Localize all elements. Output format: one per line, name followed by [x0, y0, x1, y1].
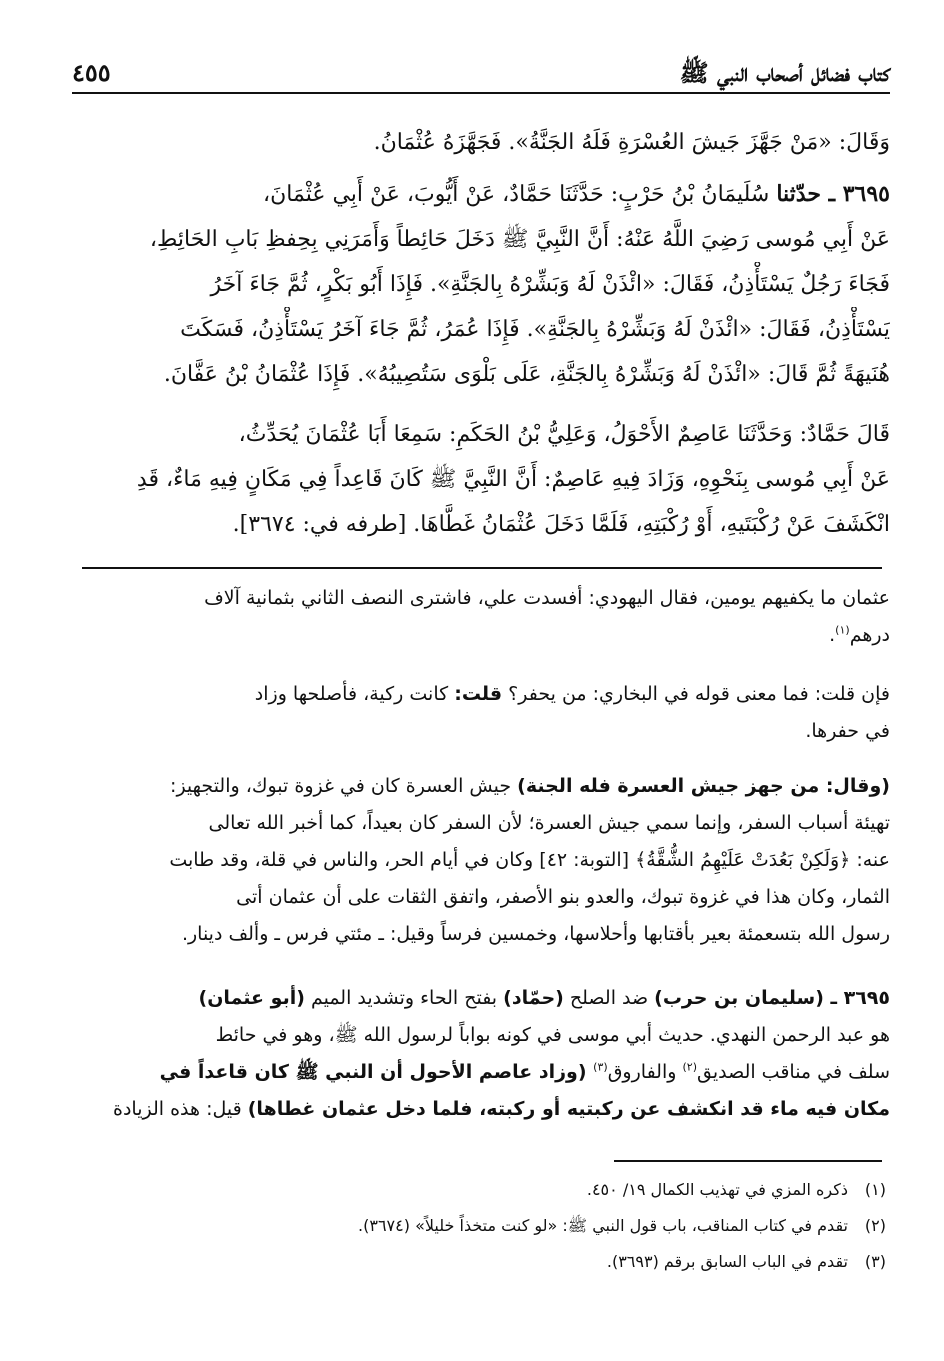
commentary-bold: قلت: [454, 683, 503, 705]
footnote-separator [614, 1160, 882, 1162]
commentary-text: عنه: [850, 849, 890, 871]
commentary-text: سلف في مناقب الصديق [696, 1061, 890, 1083]
footnote [66, 1244, 886, 1280]
page-header [72, 52, 890, 94]
page-number: ٤٥٥ [72, 58, 111, 87]
footnote-ref[interactable]: (٢) [682, 1060, 697, 1074]
commentary-line: الثمار، وكان هذا في غزوة تبوك، والعدو بنو الأصفر، واتفق الثقات على أن عثمان أتى [236, 886, 890, 908]
book-title: كتاب فضائل أصحاب النبي ﷺ [679, 58, 890, 87]
commentary-bold: ٣٦٩٥ ـ (سليمان بن حرب) [654, 987, 890, 1009]
hadith-line: عَنْ أَبِي مُوسى بِنَحْوِهِ، وَزَادَ فِيهِ عَاصِمٌ: أَنَّ النَّبِيَّ ﷺ كَانَ قَاعِداً فِي مَكَانٍ فِيهِ مَاءٌ، قَدِ [136, 467, 890, 492]
footnote-text: تقدم في كتاب المناقب، باب قول النبي ﷺ: «لو كنت متخذاً خليلاً» (٣٦٧٤). [358, 1216, 848, 1235]
commentary-line: تهيئة أسباب السفر، وإنما سمي جيش العسرة؛ لأن السفر كان بعيداً، كما أخبر الله تعالى [208, 812, 890, 834]
footnote [66, 1172, 886, 1208]
commentary-text: فإن قلت: فما معنى قوله في البخاري: من يحفر؟ [502, 683, 890, 705]
footnote [66, 1208, 886, 1244]
footnote-number: (١) [864, 1180, 886, 1199]
hadith-line: قَالَ حَمَّادٌ: وَحَدَّثَنَا عَاصِمٌ الأَحْوَلُ، وَعَلِيُّ بْنُ الحَكَمِ: سَمِعَا أَبَا عُثْمَانَ يُحَدِّثُ، [238, 422, 890, 447]
footnote-text: ذكره المزي في تهذيب الكمال ١٩/ ٤٥٠. [586, 1180, 848, 1199]
hadith-line: فَجَاءَ رَجُلٌ يَسْتَأْذِنُ، فَقَالَ: «ائْذَنْ لَهُ وَبَشِّرْهُ بِالجَنَّةِ». فَإِذَا أَبُو بَكْرٍ، ثُمَّ جَاءَ آخَرُ [210, 272, 890, 297]
footnote-number: (٣) [864, 1252, 886, 1271]
commentary-line [72, 768, 890, 805]
hadith-line: يَسْتَأْذِنُ، فَقَالَ: «ائْذَنْ لَهُ وَبَشِّرْهُ بِالجَنَّةِ». فَإِذَا عُمَرُ، ثُمَّ جَاءَ آخَرُ يَسْتَأْذِنُ، فَسَكَتَ [180, 317, 890, 342]
footnotes [66, 1172, 886, 1280]
hadith-line [72, 172, 890, 217]
commentary-bold: (وزاد عاصم الأحول أن النبي ﷺ كان قاعداً في [159, 1061, 594, 1083]
commentary-text: درهم [849, 624, 890, 646]
footnote-ref[interactable]: (١) [835, 623, 850, 637]
commentary-text: بفتح الحاء وتشديد الميم [304, 987, 504, 1009]
commentary-line [72, 676, 890, 713]
commentary-paragraph-2 [72, 676, 890, 750]
footnote-ref[interactable]: (٣) [593, 1060, 608, 1074]
main-separator [82, 567, 882, 569]
commentary-bold: (أبو عثمان) [198, 987, 305, 1009]
commentary-text: قيل: هذه الزيادة [113, 1098, 248, 1120]
commentary-paragraph-1 [72, 580, 890, 654]
commentary-text: [التوبة: ٤٢] وكان في أيام الحر، والناس في قلة، وقد طابت [169, 849, 636, 871]
commentary-line [72, 1091, 890, 1128]
commentary-line: في حفرها. [805, 720, 890, 742]
commentary-text: كانت ركية، فأصلحها وزاد [254, 683, 455, 705]
commentary-bold: مكان فيه ماء قد انكشف عن ركبتيه أو ركبته، فلما دخل عثمان غطاها) [247, 1098, 890, 1120]
commentary-bold: (حمّاد) [503, 987, 564, 1009]
hadith-line: هُنَيهَةً ثُمَّ قَالَ: «ائْذَنْ لَهُ وَبَشِّرْهُ بِالجَنَّةِ، عَلَى بَلْوَى سَتُصِيبُهُ». فَإِذَا عُثْمَانُ بْنُ عَفَّانَ. [163, 362, 890, 387]
hadith-line: وَقَالَ: «مَنْ جَهَّزَ جَيشَ العُسْرَةِ فَلَهُ الجَنَّةُ». فَجَهَّزَهُ عُثْمَانُ. [373, 130, 890, 155]
commentary-line [72, 842, 890, 879]
hadith-number: ٣٦٩٥ ـ حدّثنا [776, 181, 890, 207]
hadith-addition [72, 412, 890, 547]
commentary-line [72, 980, 890, 1017]
commentary-text: والفاروق [607, 1061, 683, 1083]
commentary-text: . [829, 624, 836, 646]
commentary-bold: (وقال: من جهز جيش العسرة فله الجنة) [517, 775, 890, 797]
hadith-isnad: سُلَيمَانُ بْنُ حَرْبٍ: حَدَّثَنَا حَمَّادٌ، عَنْ أَيُّوبَ، عَنْ أَبِي عُثْمَانَ، [263, 182, 777, 207]
commentary-line: عثمان ما يكفيهم يومين، فقال اليهودي: أفسدت علي، فاشترى النصف الثاني بثمانية آلاف [204, 587, 890, 609]
footnote-number: (٢) [864, 1216, 886, 1235]
commentary-line: رسول الله بتسعمئة بعير بأقتابها وأحلاسها، وخمسين فرساً وقيل: ـ مئتي فرس ـ وألف دينار. [181, 923, 890, 945]
commentary-line [72, 617, 890, 654]
commentary-line: هو عبد الرحمن النهدي. حديث أبي موسى في كونه بواباً لرسول الله ﷺ، وهو في حائط [215, 1024, 890, 1046]
hadith-text-top [72, 120, 890, 165]
hadith-line: انْكَشَفَ عَنْ رُكْبَتَيهِ، أَوْ رُكْبَتِهِ، فَلَمَّا دَخَلَ عُثْمَانُ غَطَّاهَا. [طرفه في: ٣٦٧٤]. [232, 512, 890, 537]
quran-quote: ﴿وَلَكِنْ بَعُدَتْ عَلَيْهِمُ الشُّقَّةُ﴾ [635, 849, 851, 871]
hadith-line: عَنْ أَبِي مُوسى رَضِيَ اللَّهُ عَنْهُ: أَنَّ النَّبِيَّ ﷺ دَخَلَ حَائِطاً وَأَمَرَنِي بِحِفظِ بَابِ الحَائِطِ، [149, 227, 890, 252]
commentary-line [72, 1054, 890, 1091]
commentary-text: ضد الصلح [563, 987, 655, 1009]
commentary-text: جيش العسرة كان في غزوة تبوك، والتجهيز: [170, 775, 518, 797]
commentary-paragraph-4 [72, 980, 890, 1128]
hadith-3695 [72, 172, 890, 397]
footnote-text: تقدم في الباب السابق برقم (٣٦٩٣). [606, 1252, 848, 1271]
commentary-paragraph-3 [72, 768, 890, 953]
